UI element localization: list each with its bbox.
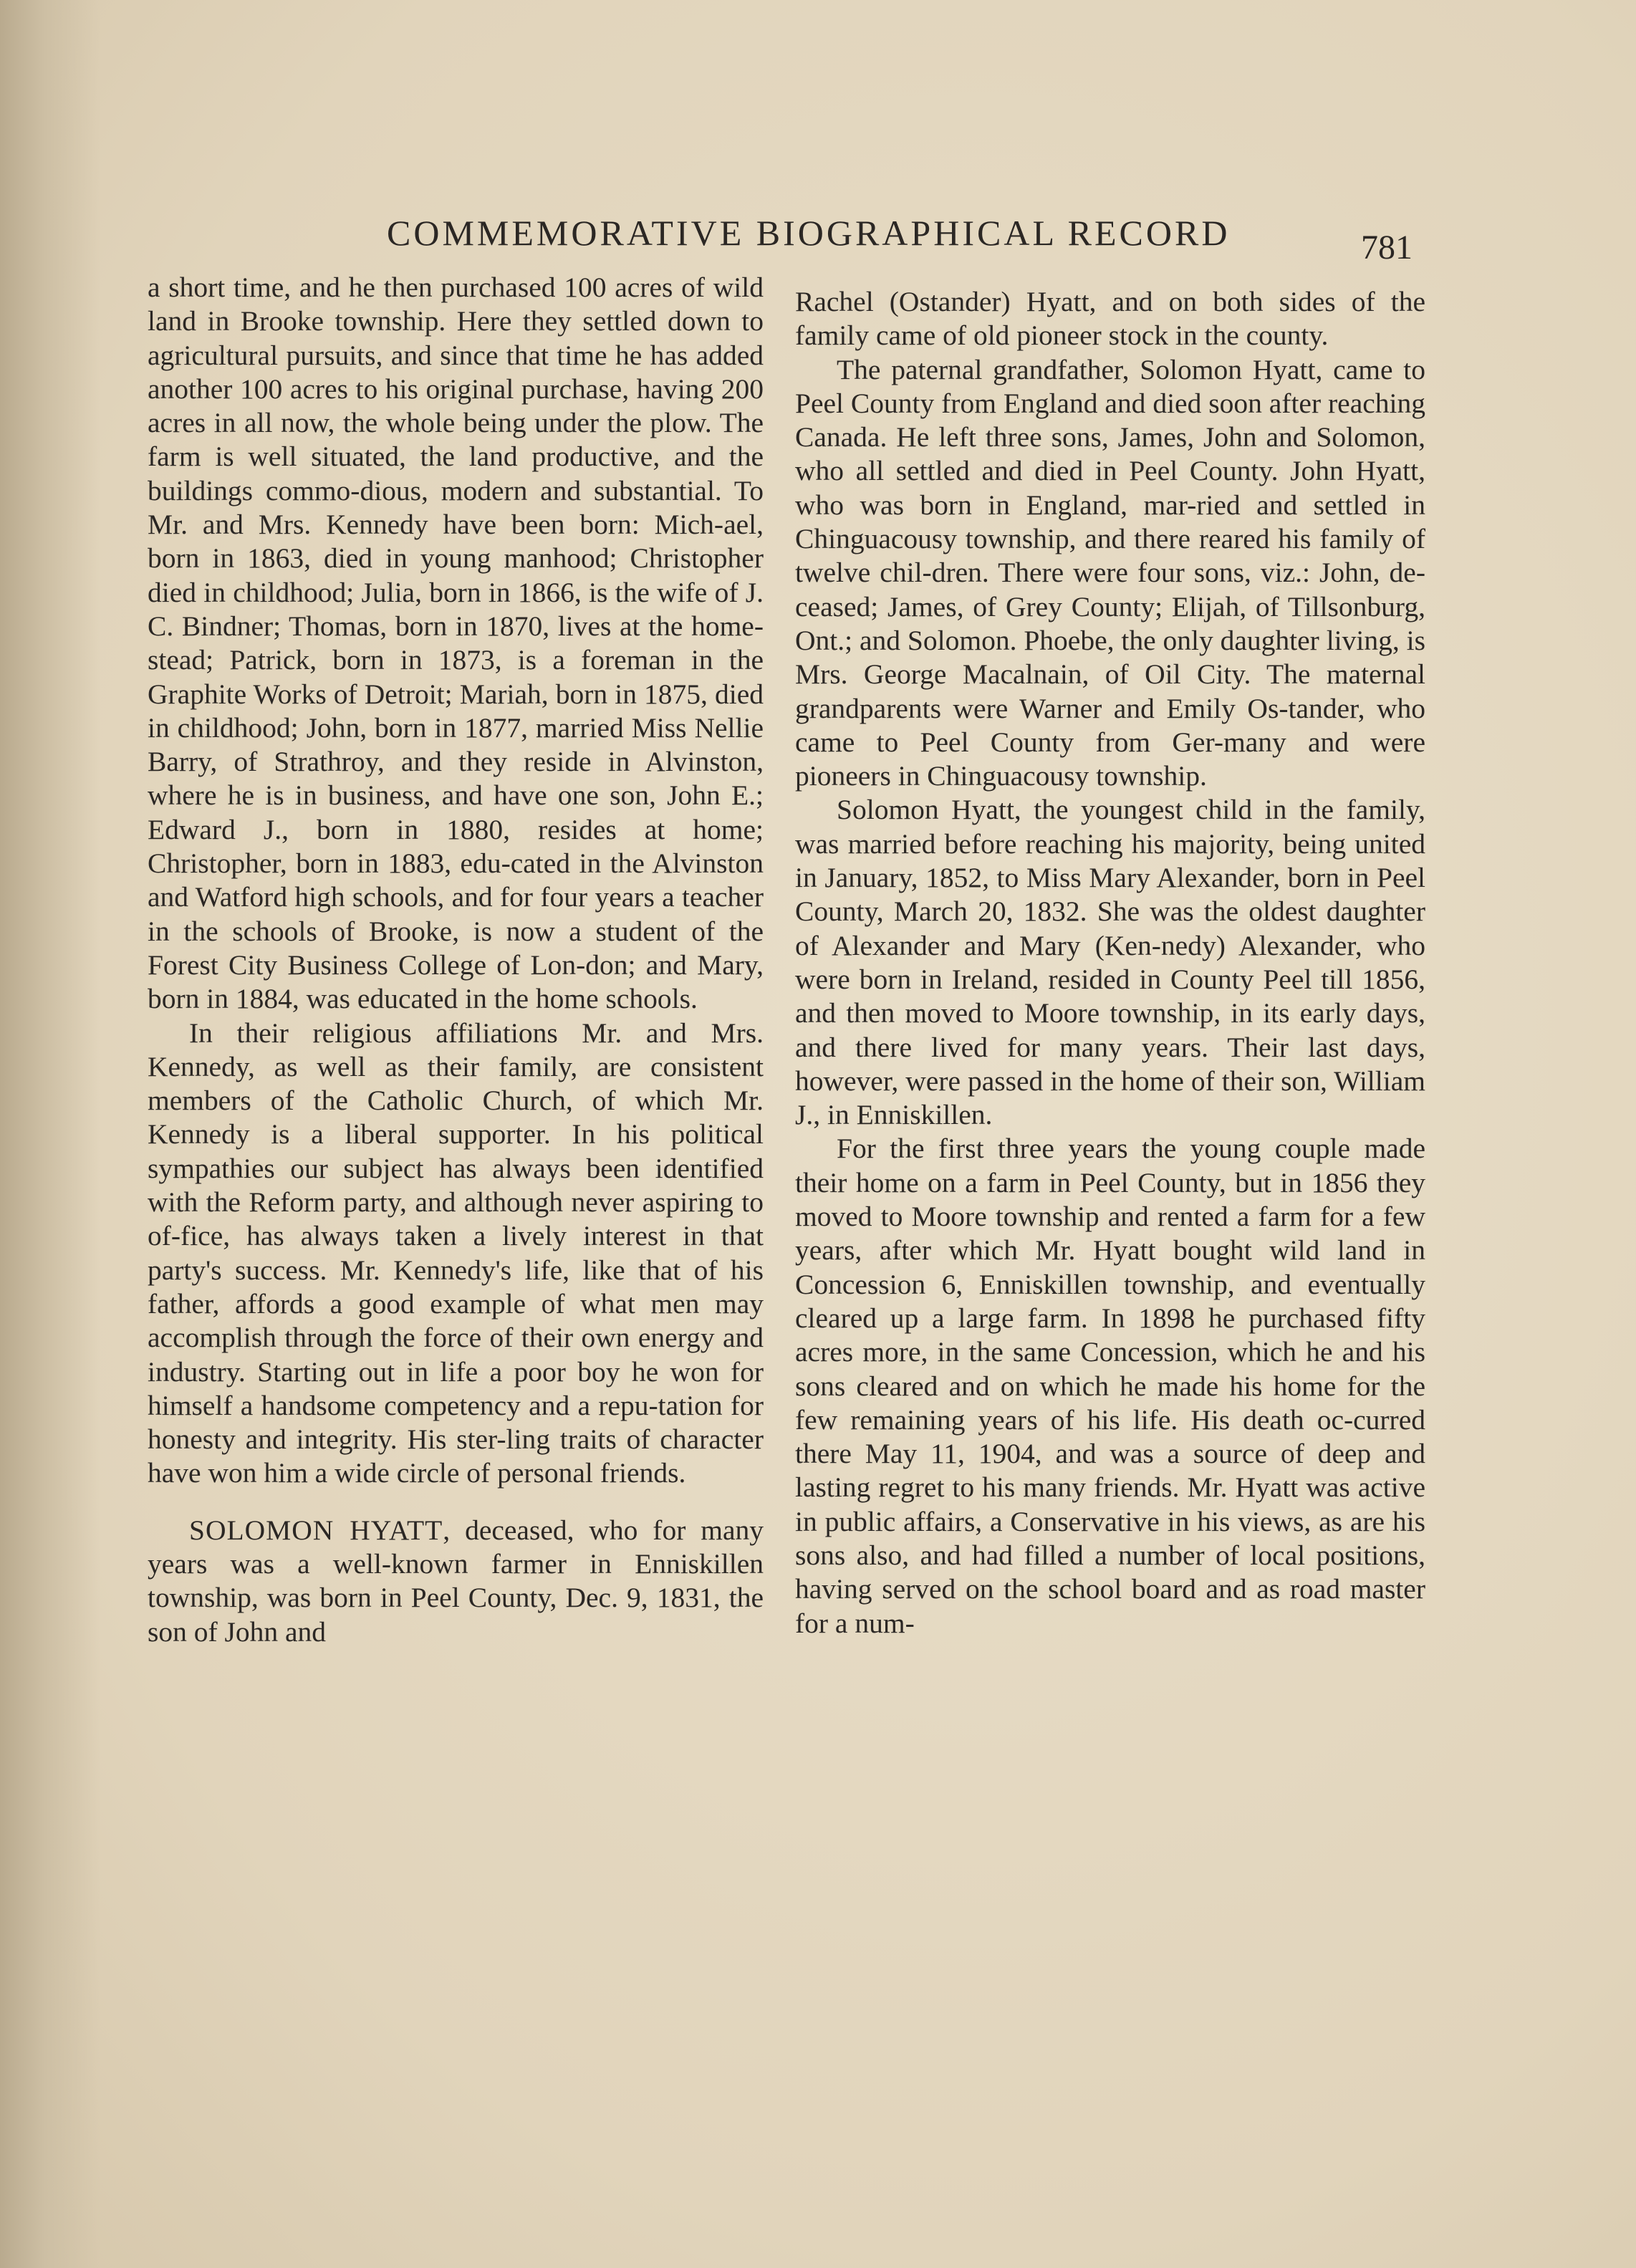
right-paragraph-1: Rachel (Ostander) Hyatt, and on both sides of the family came of old pioneer stock in the county.	[795, 286, 1425, 352]
right-column	[795, 285, 1425, 1640]
left-paragraph-2: In their religious affiliations Mr. and Mrs. Kennedy, as well as their family, are consistent members of the Catholic Church, of which Mr. Kennedy is a liberal supporter. In his political sympathies our subject has always been identified with the Reform party, and although never aspiring to of-fice, has always taken a lively interest in that party's success. Mr. Kennedy's life, like that of his father, affords a good example of what men may accomplish through the force of their own energy and industry. Starting out in life a poor boy he won for himself a handsome competency and a repu-tation for honesty and integrity. His ster-ling traits of character have won him a wide circle of personal friends.	[148, 1017, 764, 1489]
left-column	[148, 271, 764, 1649]
right-paragraph-3: Solomon Hyatt, the youngest child in the family, was married before reaching his majority, being united in January, 1852, to Miss Mary Alexander, born in Peel County, March 20, 1832. She was the oldest daughter of Alexander and Mary (Ken-nedy) Alexander, who were born in Ireland, resided in County Peel till 1856, and then moved to Moore township, in its early days, and there lived for many years. Their last days, however, were passed in the home of their son, William J., in Enniskillen.	[795, 794, 1425, 1131]
left-paragraph-1: a short time, and he then purchased 100 acres of wild land in Brooke township. Here they settled down to agricultural pursuits, and since that time he has added another 100 acres to his original purchase, having 200 acres in all now, the whole being under the plow. The farm is well situated, the land productive, and the buildings commo-dious, modern and substantial. To Mr. and Mrs. Kennedy have been born: Mich-ael, born in 1863, died in young manhood; Christopher died in childhood; Julia, born in 1866, is the wife of J. C. Bindner; Thomas, born in 1870, lives at the home-stead; Patrick, born in 1873, is a foreman in the Graphite Works of Detroit; Mariah, born in 1875, died in childhood; John, born in 1877, married Miss Nellie Barry, of Strathroy, and they reside in Alvinston, where he is in business, and have one son, John E.; Edward J., born in 1880, resides at home; Christopher, born in 1883, edu-cated in the Alvinston and Watford high schools, and for four years a teacher in the schools of Brooke, is now a student of the Forest City Business College of Lon-don; and Mary, born in 1884, was educated in the home schools.	[148, 272, 764, 1015]
page-gutter-shadow	[0, 0, 100, 2268]
page-number: 781	[1361, 229, 1413, 266]
running-title: COMMEMORATIVE BIOGRAPHICAL RECORD	[387, 213, 1231, 253]
left-paragraph-3	[148, 1514, 764, 1649]
left-paragraph-3-text: , deceased, who for many years was a well-known farmer in Enniskillen township, was born in Peel County, Dec. 9, 1831, the son of John and	[148, 1514, 764, 1648]
biography-subject-name: SOLOMON HYATT	[189, 1514, 443, 1546]
right-paragraph-2: The paternal grandfather, Solomon Hyatt, came to Peel County from England and died soon after reaching Canada. He left three sons, James, John and Solomon, who all settled and died in Peel County. John Hyatt, who was born in England, mar-ried and settled in Chinguacousy township, and there reared his family of twelve chil-dren. There were four sons, viz.: John, de-ceased; James, of Grey County; Elijah, of Tillsonburg, Ont.; and Solomon. Phoebe, the only daughter living, is Mrs. George Macalnain, of Oil City. The maternal grandparents were Warner and Emily Os-tander, who came to Peel County from Ger-many and were pioneers in Chinguacousy township.	[795, 353, 1425, 792]
right-paragraph-4: For the first three years the young couple made their home on a farm in Peel County, but in 1856 they moved to Moore township and rented a farm for a few years, after which Mr. Hyatt bought wild land in Concession 6, Enniskillen township, and eventually cleared up a large farm. In 1898 he purchased fifty acres more, in the same Concession, which he and his sons cleared and on which he made his home for the few remaining years of his life. His death oc-curred there May 11, 1904, and was a source of deep and lasting regret to his many friends. Mr. Hyatt was active in public affairs, a Conservative in his views, as are his sons also, and had filled a number of local positions, having served on the school board and as road master for a num-	[795, 1133, 1425, 1639]
